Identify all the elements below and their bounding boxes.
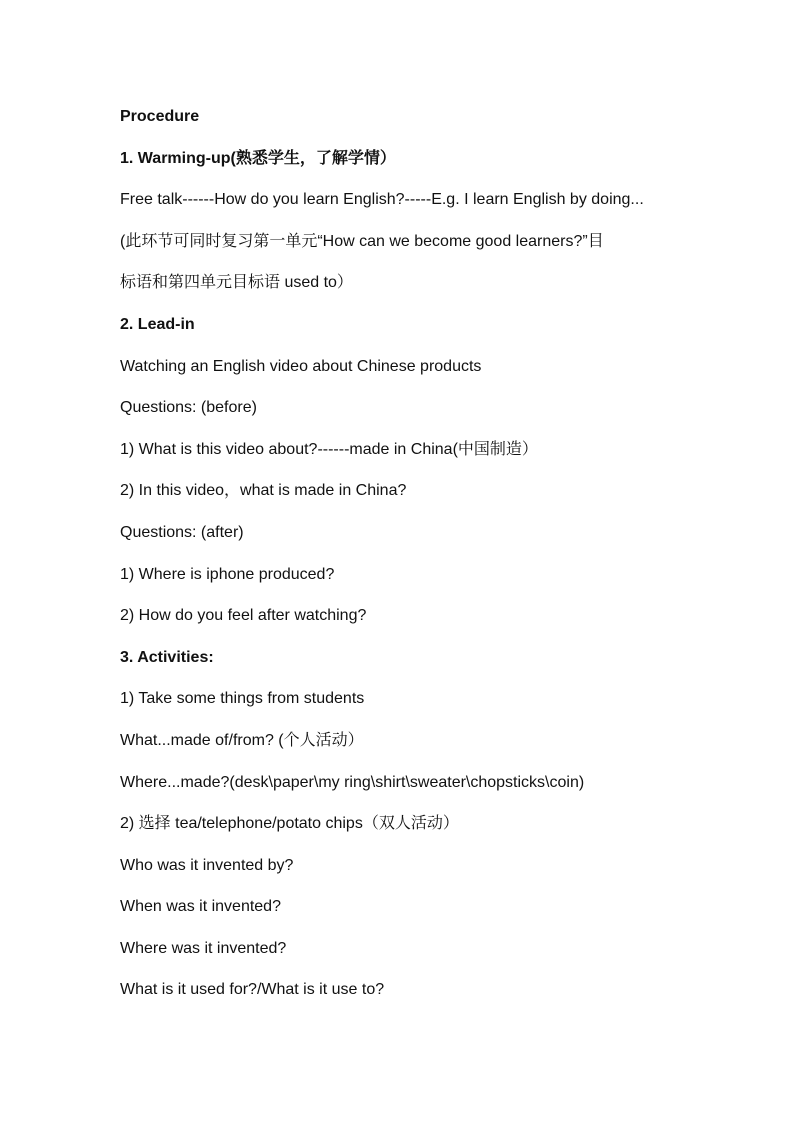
text-line-where-invented: Where was it invented? [120,939,287,957]
text-line-question-2: 2) In this video，what is made in China? [120,482,407,500]
section-heading-activities: 3. Activities: [120,648,214,666]
text-line-activity-2: 2) 选择 tea/telephone/potato chips（双人活动） [120,815,459,833]
document-body [120,103,720,1018]
text-line-question-1: 1) What is this video about?------made in China(中国制造） [120,440,538,458]
text-line-question-3: 1) Where is iphone produced? [120,565,335,583]
section-title-procedure: Procedure [120,108,200,125]
text-line-used-for: What is it used for?/What is it use to? [120,981,385,999]
text-line-activity-1: 1) Take some things from students [120,690,365,708]
text-line-questions-after: Questions: (after) [120,523,244,541]
text-line-question-4: 2) How do you feel after watching? [120,607,367,625]
text-line-when-invented: When was it invented? [120,898,281,916]
text-line-questions-before: Questions: (before) [120,399,257,417]
text-line-made-of: What...made of/from? (个人活动） [120,731,364,749]
text-line-where-made: Where...made?(desk\paper\my ring\shirt\sweater\chopsticks\coin) [120,773,585,791]
text-line-free-talk: Free talk------How do you learn English?-----E.g. I learn English by doing... [120,191,644,209]
text-line-who-invented: Who was it invented by? [120,856,294,874]
text-line-video: Watching an English video about Chinese products [120,357,482,375]
text-line-review-note-1: (此环节可同时复习第一单元“How can we become good learners?”目 [120,232,604,250]
text-line-review-note-2: 标语和第四单元目标语 used to） [120,274,353,292]
section-heading-lead-in: 2. Lead-in [120,315,195,333]
section-heading-warming-up: 1. Warming-up(熟悉学生，了解学情） [120,149,396,167]
